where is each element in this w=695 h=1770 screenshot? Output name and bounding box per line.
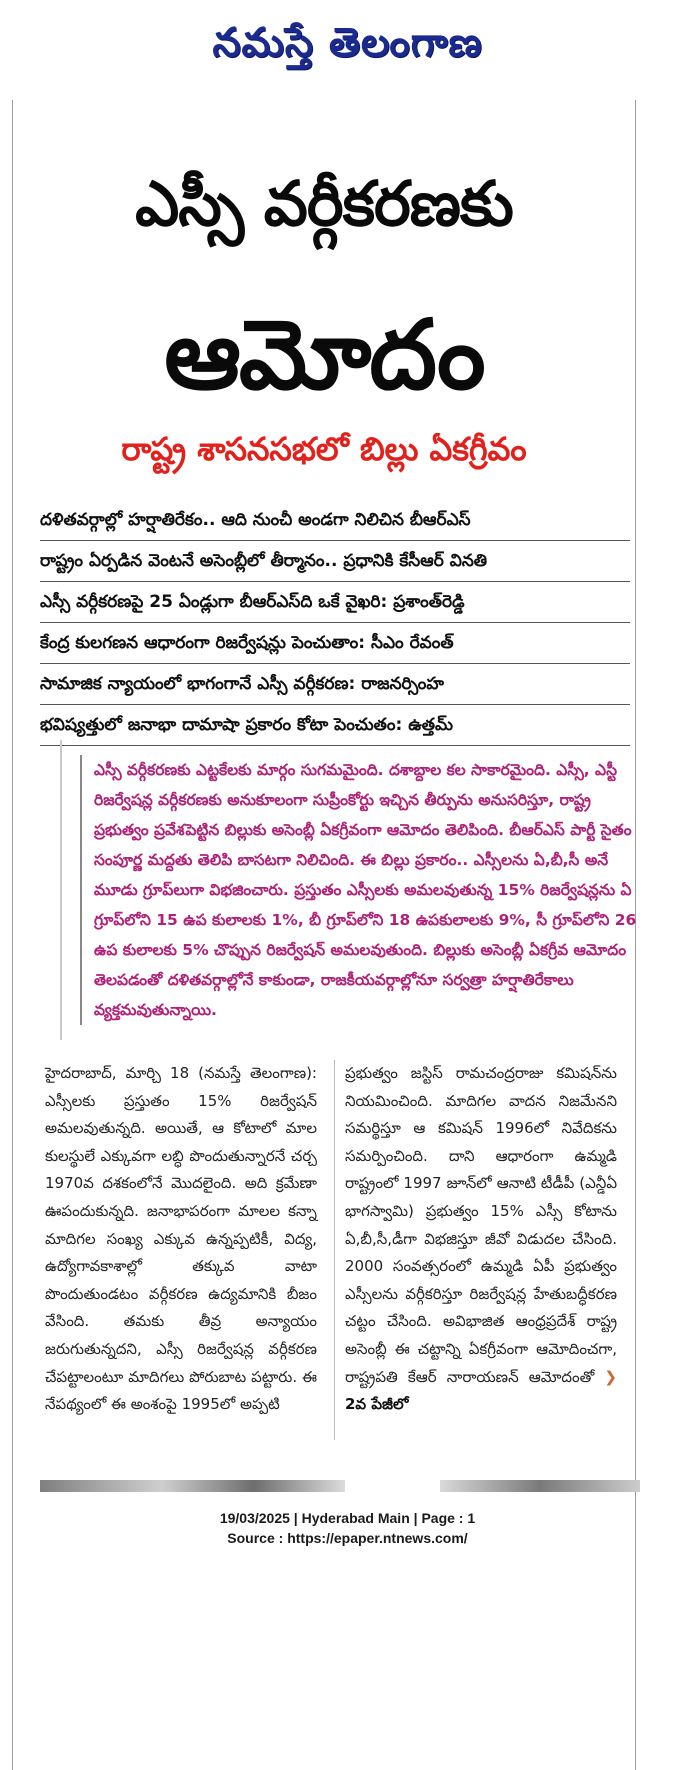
subheadline: రాష్ట్ర శాసనసభలో బిల్లు ఏకగ్రీవం [121, 430, 527, 468]
highlight-bullet: భవిష్యత్తులో జనాభా దామాషా ప్రకారం కోటా పెంచుతం: ఉత్తమ్ [40, 705, 630, 746]
highlight-bullet: ఎస్సీ వర్గీకరణపై 25 ఏండ్లుగా బీఆర్ఎస్‌ది ఒకే వైఖరి: ప్రశాంత్‌రెడ్డి [40, 582, 630, 623]
headline-line-1: ఎస్సీ వర్గీకరణకు [135, 167, 513, 240]
newspaper-logo: నమస్తే తెలంగాణ [212, 19, 483, 66]
footer-date-edition: 19/03/2025 | Hyderabad Main | Page : 1 [219, 1510, 476, 1526]
footer-source: Source : https://epaper.ntnews.com/ [227, 1530, 468, 1546]
cropped-photo [40, 1480, 345, 1492]
cropped-photo [440, 1480, 640, 1492]
page-footer [0, 1508, 695, 1548]
headline-line-2: ఆమోదం [164, 299, 484, 411]
highlight-bullets [40, 500, 630, 746]
column-divider [334, 1060, 335, 1440]
chevron-right-icon: ❯ [604, 1367, 617, 1386]
continued-label: 2వ పేజీలో [345, 1395, 409, 1414]
highlight-bullet: రాష్ట్రం ఏర్పడిన వెంటనే అసెంబ్లీలో తీర్మానం.. ప్రధానికి కేసీఆర్ వినతి [40, 541, 630, 582]
intro-paragraph: ఎస్సీ వర్గీకరణకు ఎట్టకేలకు మార్గం సుగమమైంది. దశాబ్దాల కల సాకారమైంది. ఎస్సీ, ఎస్టీ రిజర్వేషన్ల వర్గీకరణకు అనుకూలంగా సుప్రీంకోర్టు ఇచ్చిన తీర్పును అనుసరిస్తూ, రాష్ట్ర ప్రభుత్వం ప్రవేశపెట్టిన బిల్లుకు అసెంబ్లీ ఏకగ్రీవంగా ఆమోదం తెలిపింది. బీఆర్ఎస్ పార్టీ సైతం సంపూర్ణ మద్దతు తెలిపి బాసటగా నిలిచింది. ఈ బిల్లు ప్రకారం.. ఎస్సీలను ఏ,బీ,సీ అనే మూడు గ్రూప్‌లుగా విభజించారు. ప్రస్తుతం ఎస్సీలకు అమలవుతున్న 15% రిజర్వేషన్లను ఏ గ్రూప్‌లోని 15 ఉప కులాలకు 1%, బీ గ్రూప్‌లోని 18 ఉపకులాలకు 9%, సీ గ్రూప్‌లోని 26 ఉప కులాలకు 5% చొప్పున రిజర్వేషన్ అమలవుతుంది. బిల్లుకు అసెంబ్లీ ఏకగ్రీవ ఆమోదం తెలపడంతో దళితవర్గాల్లోనే కాకుండా, రాజకీయవర్గాల్లోనూ సర్వత్రా హర్షాతిరేకాలు వ్యక్తమవుతున్నాయి. [80, 755, 639, 1025]
body-column-2 [345, 1060, 617, 1419]
highlight-bullet: సామాజిక న్యాయంలో భాగంగానే ఎస్సీ వర్గీకరణ: రాజనర్సింహ [40, 664, 630, 705]
body-column-1: హైదరాబాద్, మార్చి 18 (నమస్తే తెలంగాణ): ఎస్సీలకు ప్రస్తుతం 15% రిజర్వేషన్ అమలవుతున్నది. అయితే, ఆ కోటాలో మాల కులస్థులే ఎక్కువగా లబ్ధి పొందుతున్నారనే చర్చ 1970వ దశకంలోనే మొదలైంది. అది క్రమేణా ఊపందుకున్నది. జనాభాపరంగా మాలల కన్నా మాదిగల సంఖ్య ఎక్కువ ఉన్నప్పటికీ, విద్య, ఉద్యోగావకాశాల్లో తక్కువ వాటా పొందుతుండటం వర్గీకరణ ఉద్యమానికి బీజం వేసింది. తమకు తీవ్ర అన్యాయం జరుగుతున్నదని, ఎస్సీ రిజర్వేషన్ల వర్గీకరణ చేపట్టాలంటూ మాదిగలు పోరుబాట పట్టారు. ఈ నేపథ్యంలో ఈ అంశంపై 1995లో అప్పటి [45, 1064, 317, 1414]
intro-rule [60, 740, 62, 1040]
highlight-bullet: కేంద్ర కులగణన ఆధారంగా రిజర్వేషన్లు పెంచుతాం: సీఎం రేవంత్ [40, 623, 630, 664]
masthead [0, 8, 695, 78]
highlight-bullet: దళితవర్గాల్లో హర్షాతిరేకం.. ఆది నుంచీ అండగా నిలిచిన బీఆర్ఎస్ [40, 500, 630, 541]
body-column-2-text: ప్రభుత్వం జస్టిస్ రామచంద్రరాజు కమిషన్‌ను నియమించింది. మాదిగల వాదన నిజమేనని సమర్థిస్తూ ఆ కమిషన్ 1996లో నివేదికను సమర్పించింది. దాని ఆధారంగా ఉమ్మడి రాష్ట్రంలో 1997 జూన్‌లో ఆనాటి టీడీపీ (ఎన్డీఏ భాగస్వామి) ప్రభుత్వం 15% ఎస్సీ కోటాను ఏ,బీ,సీ,డీగా విభజిస్తూ జీవో విడుదల చేసింది. 2000 సంవత్సరంలో ఉమ్మడి ఏపీ ప్రభుత్వం ఎస్సీలను వర్గీకరిస్తూ రిజర్వేషన్ల హేతుబద్ధీకరణ చట్టం చేసింది. అవిభాజిత ఆంధ్రప్రదేశ్ రాష్ట్ర అసెంబ్లీ ఈ చట్టాన్ని ఏకగ్రీవంగా ఆమోదించగా, రాష్ట్రపతి కేఆర్ నారాయణన్ ఆమోదంతో [345, 1064, 617, 1386]
photo-strip [40, 1480, 640, 1492]
